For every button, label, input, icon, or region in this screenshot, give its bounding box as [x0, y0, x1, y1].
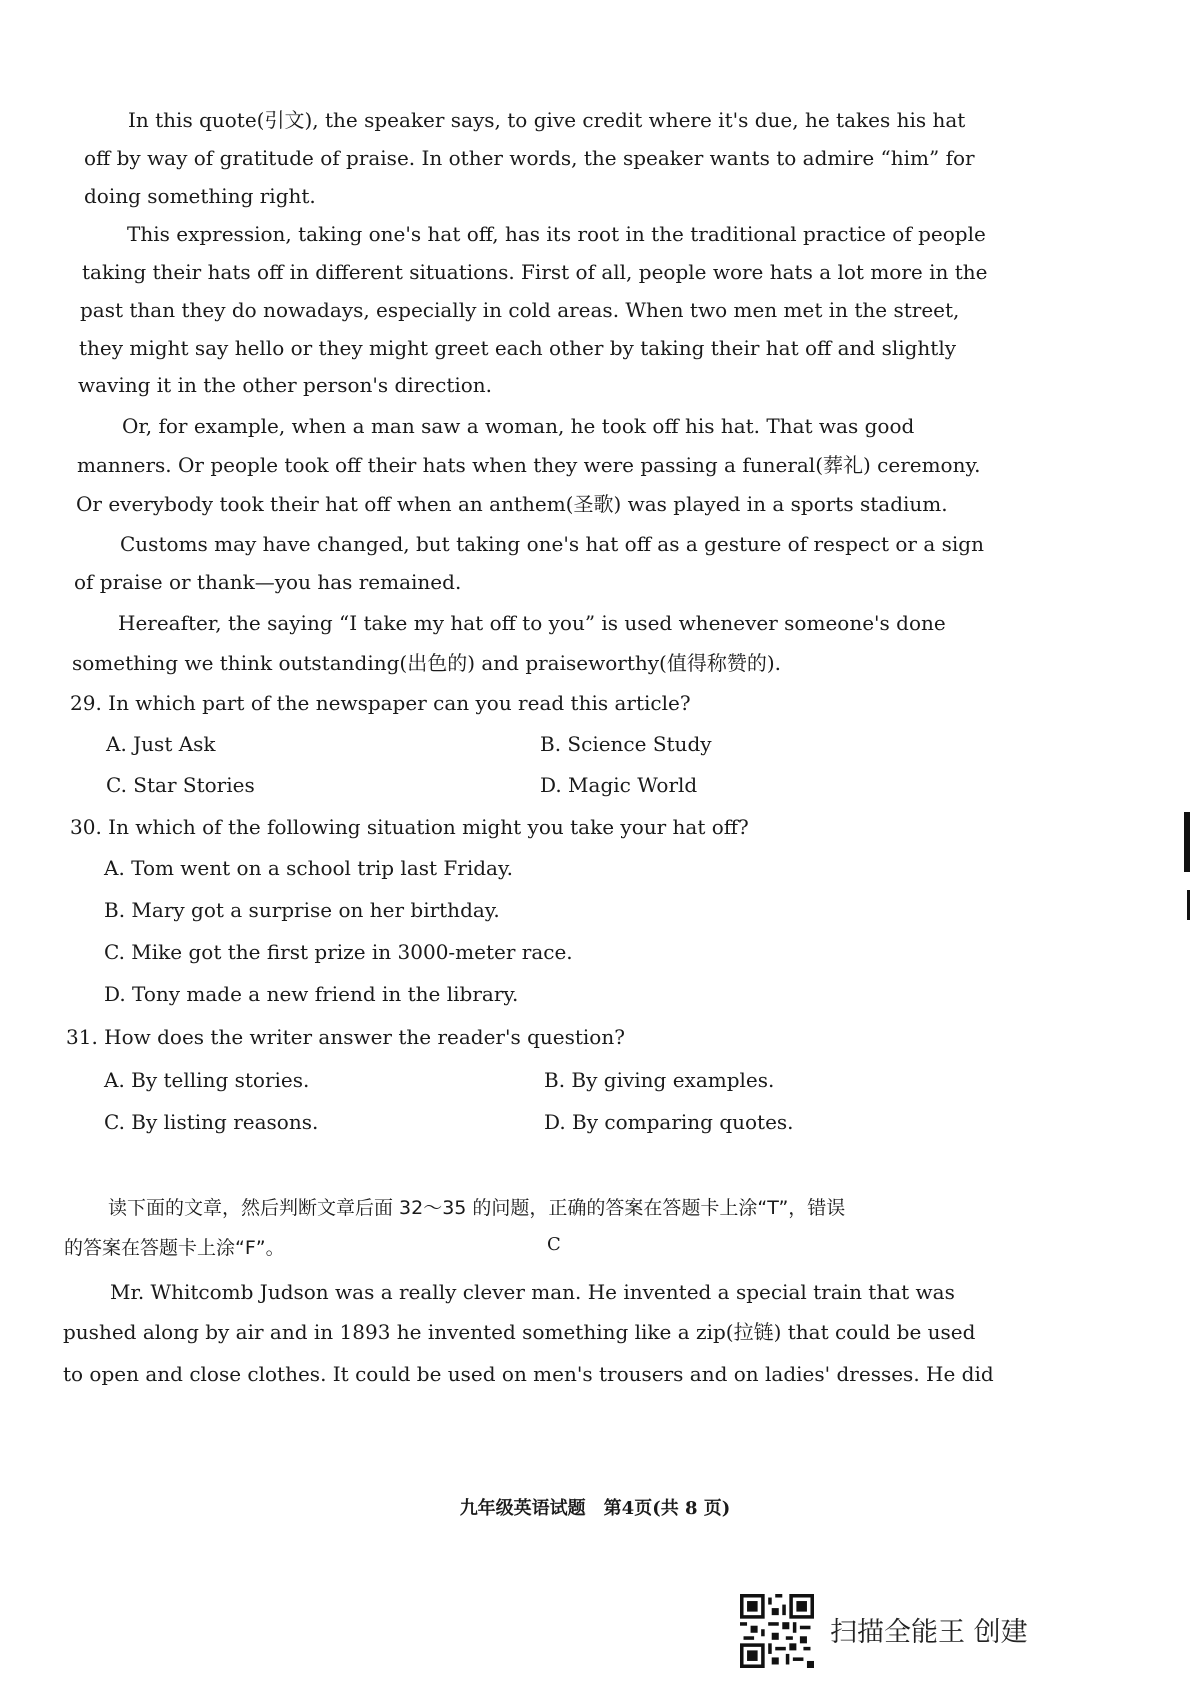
passage1-line: manners. Or people took off their hats when they were passing a funeral(葬礼) ceremony.: [77, 453, 981, 477]
question-29-option-c: C. Star Stories: [106, 773, 255, 797]
passage2-line: to open and close clothes. It could be used on men's trousers and on ladies' dresses. He did: [63, 1362, 994, 1386]
passage1-line: past than they do nowadays, especially in cold areas. When two men met in the street,: [80, 298, 960, 322]
passage1-line: doing something right.: [84, 184, 316, 208]
question-30-option-b: B. Mary got a surprise on her birthday.: [104, 898, 500, 922]
passage1-line: This expression, taking one's hat off, has its root in the traditional practice of people: [127, 222, 986, 246]
question-31-option-c: C. By listing reasons.: [104, 1110, 319, 1134]
question-29-stem: 29. In which part of the newspaper can you read this article?: [70, 691, 691, 715]
question-30-option-c: C. Mike got the first prize in 3000-meter race.: [104, 940, 573, 964]
scan-edge-mark: [1184, 812, 1190, 872]
instruction-line: 读下面的文章，然后判断文章后面 32～35 的问题，正确的答案在答题卡上涂“T”，错误: [108, 1197, 846, 1219]
qr-code-icon: [740, 1594, 814, 1668]
question-30-option-a: A. Tom went on a school trip last Friday.: [104, 856, 513, 880]
passage1-line: off by way of gratitude of praise. In other words, the speaker wants to admire “him” for: [84, 146, 975, 170]
passage2-line: Mr. Whitcomb Judson was a really clever man. He invented a special train that was: [110, 1280, 955, 1304]
passage1-line: of praise or thank—you has remained.: [74, 570, 462, 594]
question-29-option-d: D. Magic World: [540, 773, 698, 797]
question-31-stem: 31. How does the writer answer the reader's question?: [66, 1025, 625, 1049]
passage1-line: In this quote(引文), the speaker says, to give credit where it's due, he takes his hat: [128, 108, 966, 132]
page-footer: 九年级英语试题 第4页(共 8 页): [459, 1498, 731, 1519]
passage1-line: waving it in the other person's direction.: [78, 373, 493, 397]
passage1-line: taking their hats off in different situations. First of all, people wore hats a lot more in the: [82, 260, 988, 284]
passage1-line: they might say hello or they might greet each other by taking their hat off and slightly: [79, 336, 957, 360]
question-30-stem: 30. In which of the following situation might you take your hat off?: [70, 815, 749, 839]
passage1-line: Hereafter, the saying “I take my hat off to you” is used whenever someone's done: [118, 611, 946, 635]
question-31-option-a: A. By telling stories.: [104, 1068, 310, 1092]
passage1-line: something we think outstanding(出色的) and praiseworthy(值得称赞的).: [72, 651, 782, 675]
question-30-option-d: D. Tony made a new friend in the library.: [104, 982, 519, 1006]
scanner-watermark: 扫描全能王 创建: [830, 1617, 1028, 1648]
question-29-option-a: A. Just Ask: [106, 732, 216, 756]
instruction-line: 的答案在答题卡上涂“F”。: [64, 1237, 285, 1259]
question-31-option-d: D. By comparing quotes.: [544, 1110, 794, 1134]
passage2-line: pushed along by air and in 1893 he invented something like a zip(拉链) that could be used: [63, 1320, 976, 1344]
passage1-line: Or everybody took their hat off when an anthem(圣歌) was played in a sports stadium.: [76, 492, 948, 516]
passage1-line: Customs may have changed, but taking one's hat off as a gesture of respect or a sign: [120, 532, 984, 556]
section-marker: C: [547, 1234, 561, 1255]
question-31-option-b: B. By giving examples.: [544, 1068, 775, 1092]
passage1-line: Or, for example, when a man saw a woman, he took off his hat. That was good: [122, 414, 915, 438]
question-29-option-b: B. Science Study: [540, 732, 712, 756]
